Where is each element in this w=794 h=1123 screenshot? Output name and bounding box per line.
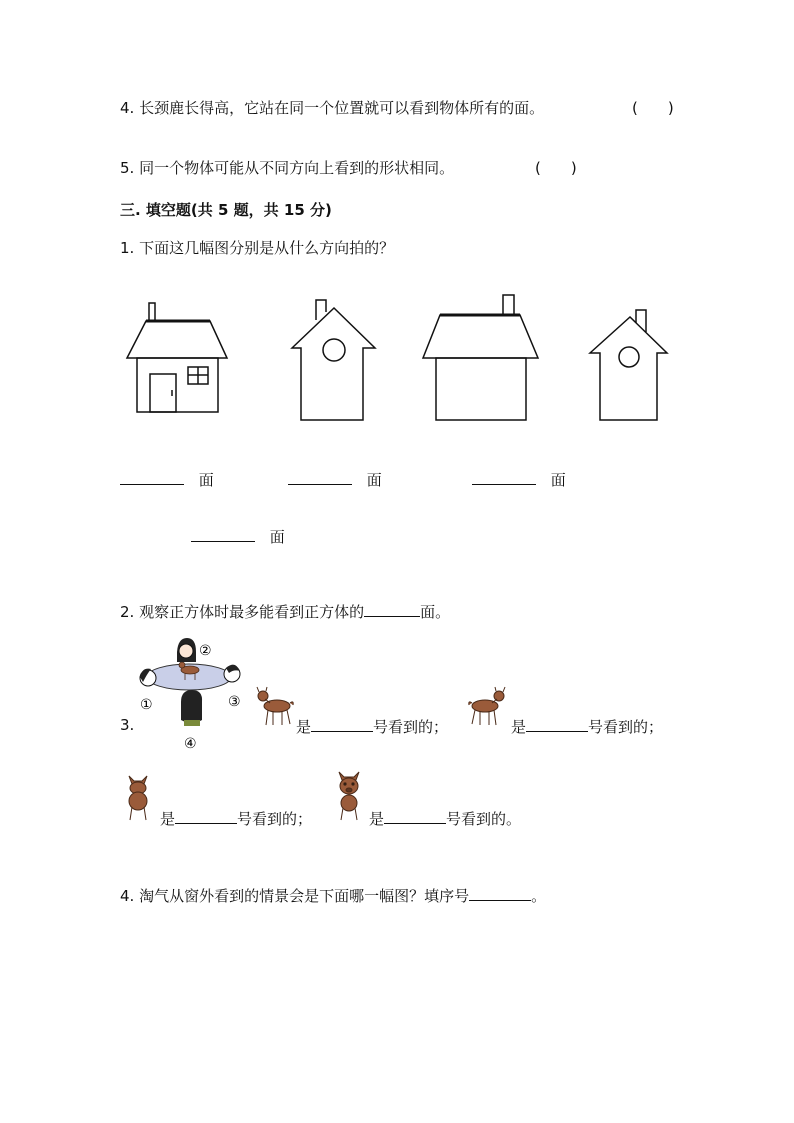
child-icon bbox=[181, 690, 202, 726]
deer-icon bbox=[339, 772, 359, 820]
fill-q3-part2 bbox=[511, 716, 663, 737]
fill-q1-answer-2 bbox=[288, 469, 382, 490]
q3-part3-suffix: 号看到的； bbox=[237, 810, 313, 828]
child-icon bbox=[177, 638, 196, 662]
fill-q4-suffix: 。 bbox=[531, 887, 547, 905]
fill-q2 bbox=[120, 601, 450, 622]
answer-blank[interactable] bbox=[175, 823, 237, 824]
q3-part2-prefix: 是 bbox=[511, 718, 527, 736]
judge-q5 bbox=[120, 157, 454, 178]
fill-q1-answer-1 bbox=[120, 469, 214, 490]
fill-q2-suffix: 面。 bbox=[420, 603, 451, 621]
deer-icon bbox=[257, 687, 293, 725]
house-figures bbox=[120, 290, 680, 425]
face-label: 面 bbox=[550, 471, 566, 489]
q3-part4-prefix: 是 bbox=[369, 810, 385, 828]
q3-part4-suffix: 号看到的。 bbox=[446, 810, 522, 828]
house-front-view-icon bbox=[127, 303, 227, 412]
child-icon bbox=[224, 665, 240, 682]
answer-blank[interactable] bbox=[469, 900, 531, 901]
face-label: 面 bbox=[198, 471, 214, 489]
observation-scene bbox=[134, 636, 254, 754]
fill-q2-prefix: 2. 观察正方体时最多能看到正方体的 bbox=[120, 603, 365, 621]
deer-view-4 bbox=[331, 770, 367, 822]
q3-part1-prefix: 是 bbox=[296, 718, 312, 736]
deer-view-3 bbox=[120, 772, 156, 822]
judge-q5-text: 5. 同一个物体可能从不同方向上看到的形状相同。 bbox=[120, 159, 455, 177]
judge-q4 bbox=[120, 97, 544, 118]
fill-q1-text: 1. 下面这几幅图分别是从什么方向拍的？ bbox=[120, 239, 395, 257]
answer-blank[interactable] bbox=[191, 541, 255, 542]
fill-q1-answer-3 bbox=[472, 469, 566, 490]
section-heading: 三. 填空题(共 5 题，共 15 分) bbox=[120, 201, 332, 219]
fill-q4 bbox=[120, 885, 546, 906]
deer-view-2 bbox=[466, 686, 510, 730]
fill-q3-number: 3. bbox=[120, 716, 135, 734]
answer-blank[interactable] bbox=[526, 731, 588, 732]
house-side-view-icon bbox=[590, 310, 667, 420]
q3-part2-suffix: 号看到的； bbox=[588, 718, 664, 736]
answer-blank[interactable] bbox=[288, 484, 352, 485]
answer-blank[interactable] bbox=[364, 616, 420, 617]
deer-icon bbox=[469, 687, 505, 725]
fill-q1-answer-4 bbox=[191, 526, 285, 547]
deer-view-1 bbox=[252, 686, 296, 730]
q3-part1-suffix: 号看到的； bbox=[373, 718, 449, 736]
judge-q5-answer-paren[interactable]: ( ) bbox=[535, 159, 577, 177]
answer-blank[interactable] bbox=[311, 731, 373, 732]
fill-q3-part3 bbox=[160, 808, 312, 829]
person-1-marker: ① bbox=[140, 697, 153, 713]
face-label: 面 bbox=[269, 528, 285, 546]
fill-q3-part4 bbox=[369, 808, 521, 829]
house-side-view-icon bbox=[292, 300, 375, 420]
answer-blank[interactable] bbox=[120, 484, 184, 485]
deer-icon bbox=[129, 776, 147, 820]
fill-q3-part1 bbox=[296, 716, 448, 737]
person-4-marker: ④ bbox=[184, 736, 197, 752]
answer-blank[interactable] bbox=[472, 484, 536, 485]
face-label: 面 bbox=[366, 471, 382, 489]
judge-q4-answer-paren[interactable]: ( ) bbox=[632, 99, 674, 117]
fill-q4-prefix: 4. 淘气从窗外看到的情景会是下面哪一幅图？填序号 bbox=[120, 887, 470, 905]
person-3-marker: ③ bbox=[228, 694, 241, 710]
house-back-view-icon bbox=[423, 295, 538, 420]
q3-part3-prefix: 是 bbox=[160, 810, 176, 828]
person-2-marker: ② bbox=[199, 643, 212, 659]
judge-q4-text: 4. 长颈鹿长得高，它站在同一个位置就可以看到物体所有的面。 bbox=[120, 99, 545, 117]
answer-blank[interactable] bbox=[384, 823, 446, 824]
